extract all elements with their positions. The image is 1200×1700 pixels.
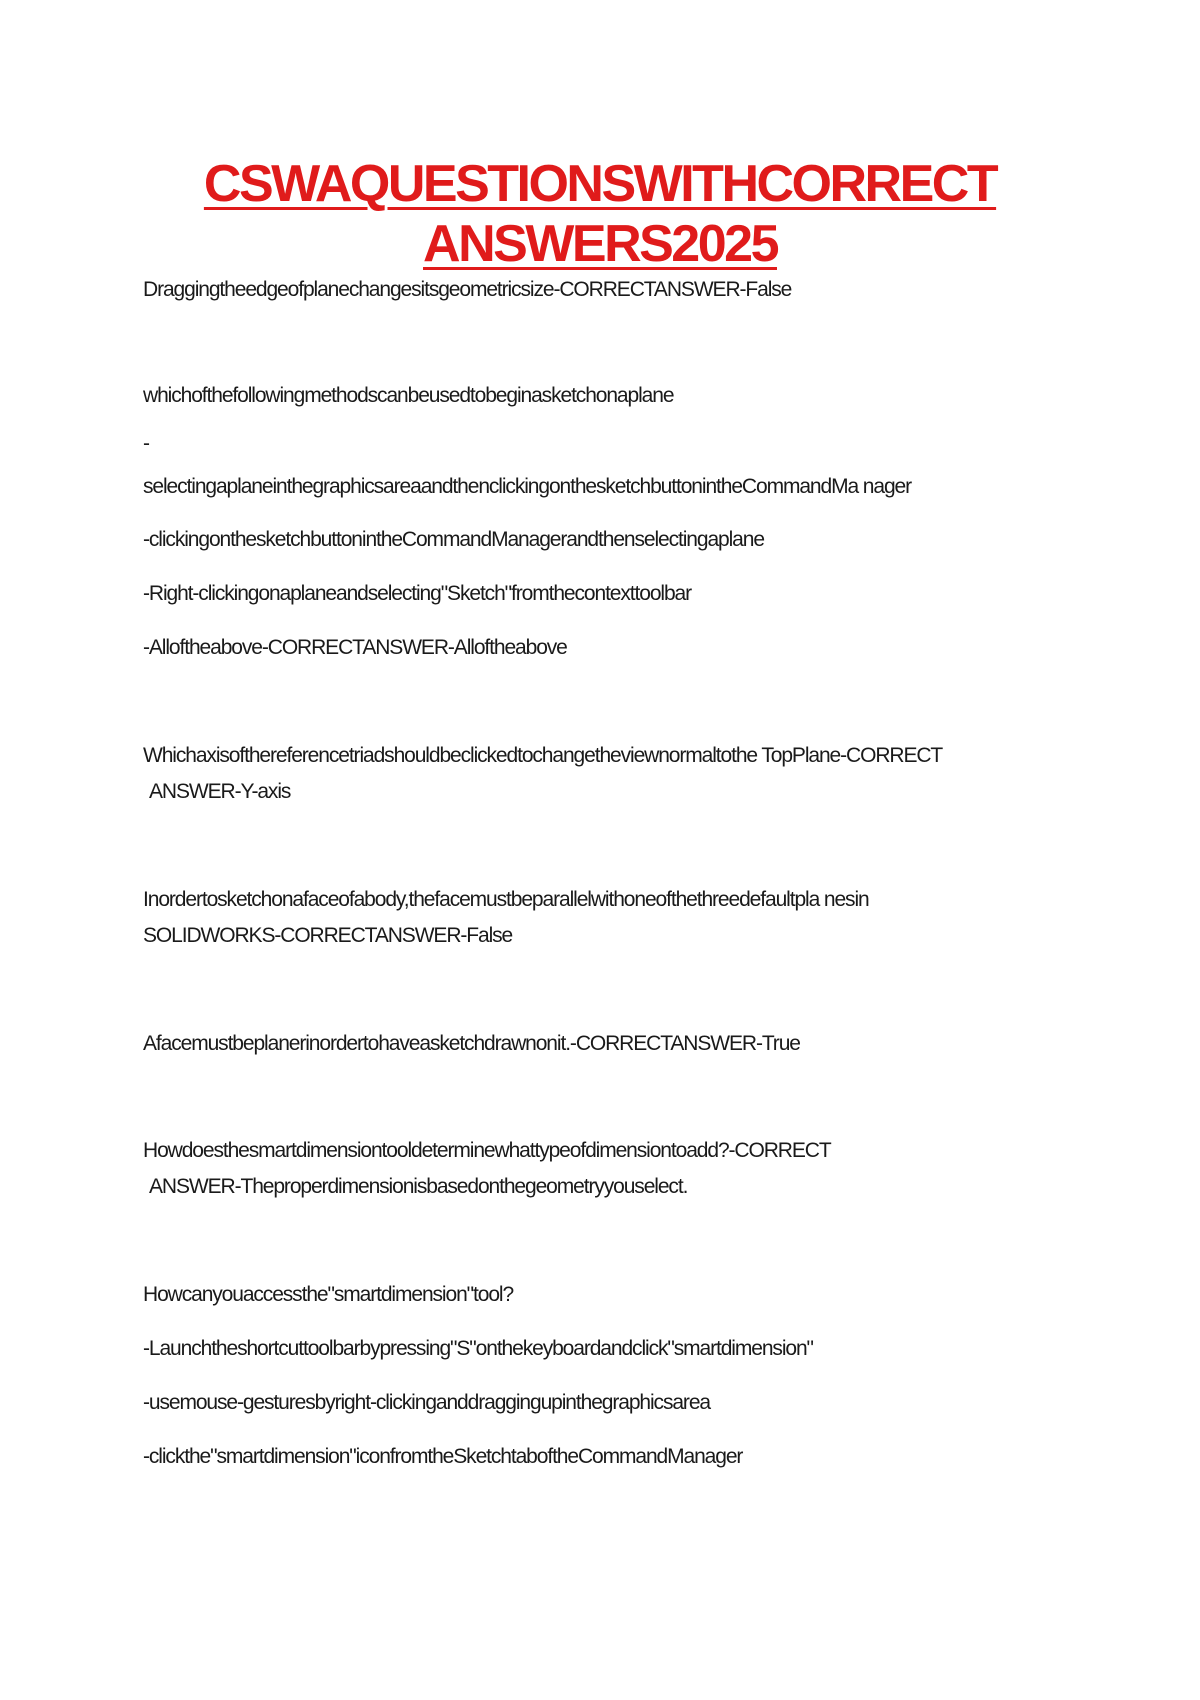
answer-option: -clickingonthesketchbuttonintheCommandManagerandthenselectingaplane bbox=[143, 528, 764, 551]
answer-option: selectingaplaneinthegraphicsareaandthenclickingonthesketchbuttonintheCommandMa nager bbox=[143, 475, 912, 498]
document-title-text-2: ANSWERS2025 bbox=[423, 215, 777, 273]
answer-line: ANSWER-Y-axis bbox=[149, 780, 291, 803]
answer-option-dash: - bbox=[143, 432, 149, 455]
answer-option: -Launchtheshortcuttoolbarbypressing"S"onthekeyboardandclick"smartdimension" bbox=[143, 1337, 813, 1360]
question-line: Howcanyouaccessthe"smartdimension"tool? bbox=[143, 1283, 514, 1306]
question-line: Whichaxisofthereferencetriadshouldbeclickedtochangetheviewnormaltothe TopPlane-CORRECT bbox=[143, 744, 943, 767]
question-line: Howdoesthesmartdimensiontooldeterminewhattypeofdimensiontoadd?-CORRECT bbox=[143, 1139, 831, 1162]
document-title-line-1 bbox=[0, 156, 1200, 212]
document-title-line-2 bbox=[0, 216, 1200, 272]
question-line: Draggingtheedgeofplanechangesitsgeometricsize-CORRECTANSWER-False bbox=[143, 278, 792, 301]
answer-line: SOLIDWORKS-CORRECTANSWER-False bbox=[143, 924, 513, 947]
document-title-text-1: CSWAQUESTIONSWITHCORRECT bbox=[203, 155, 997, 213]
answer-option: -clickthe"smartdimension"iconfromtheSketchtaboftheCommandManager bbox=[143, 1445, 743, 1468]
question-line: Afacemustbeplanerinordertohaveasketchdrawnonit.-CORRECTANSWER-True bbox=[143, 1032, 800, 1055]
answer-option: -usemouse-gesturesbyright-clickinganddraggingupinthegraphicsarea bbox=[143, 1391, 710, 1414]
answer-option: -Right-clickingonaplaneandselecting"Sketch"fromthecontexttoolbar bbox=[143, 582, 692, 605]
question-line: Inordertosketchonafaceofabody,thefacemustbeparallelwithoneofthethreedefaultpla nesin bbox=[143, 888, 869, 911]
question-line: whichofthefollowingmethodscanbeusedtobeginasketchonaplane bbox=[143, 384, 674, 407]
answer-option: -Alloftheabove-CORRECTANSWER-Alloftheabove bbox=[143, 636, 567, 659]
answer-line: ANSWER-Theproperdimensionisbasedonthegeometryyouselect. bbox=[149, 1175, 688, 1198]
